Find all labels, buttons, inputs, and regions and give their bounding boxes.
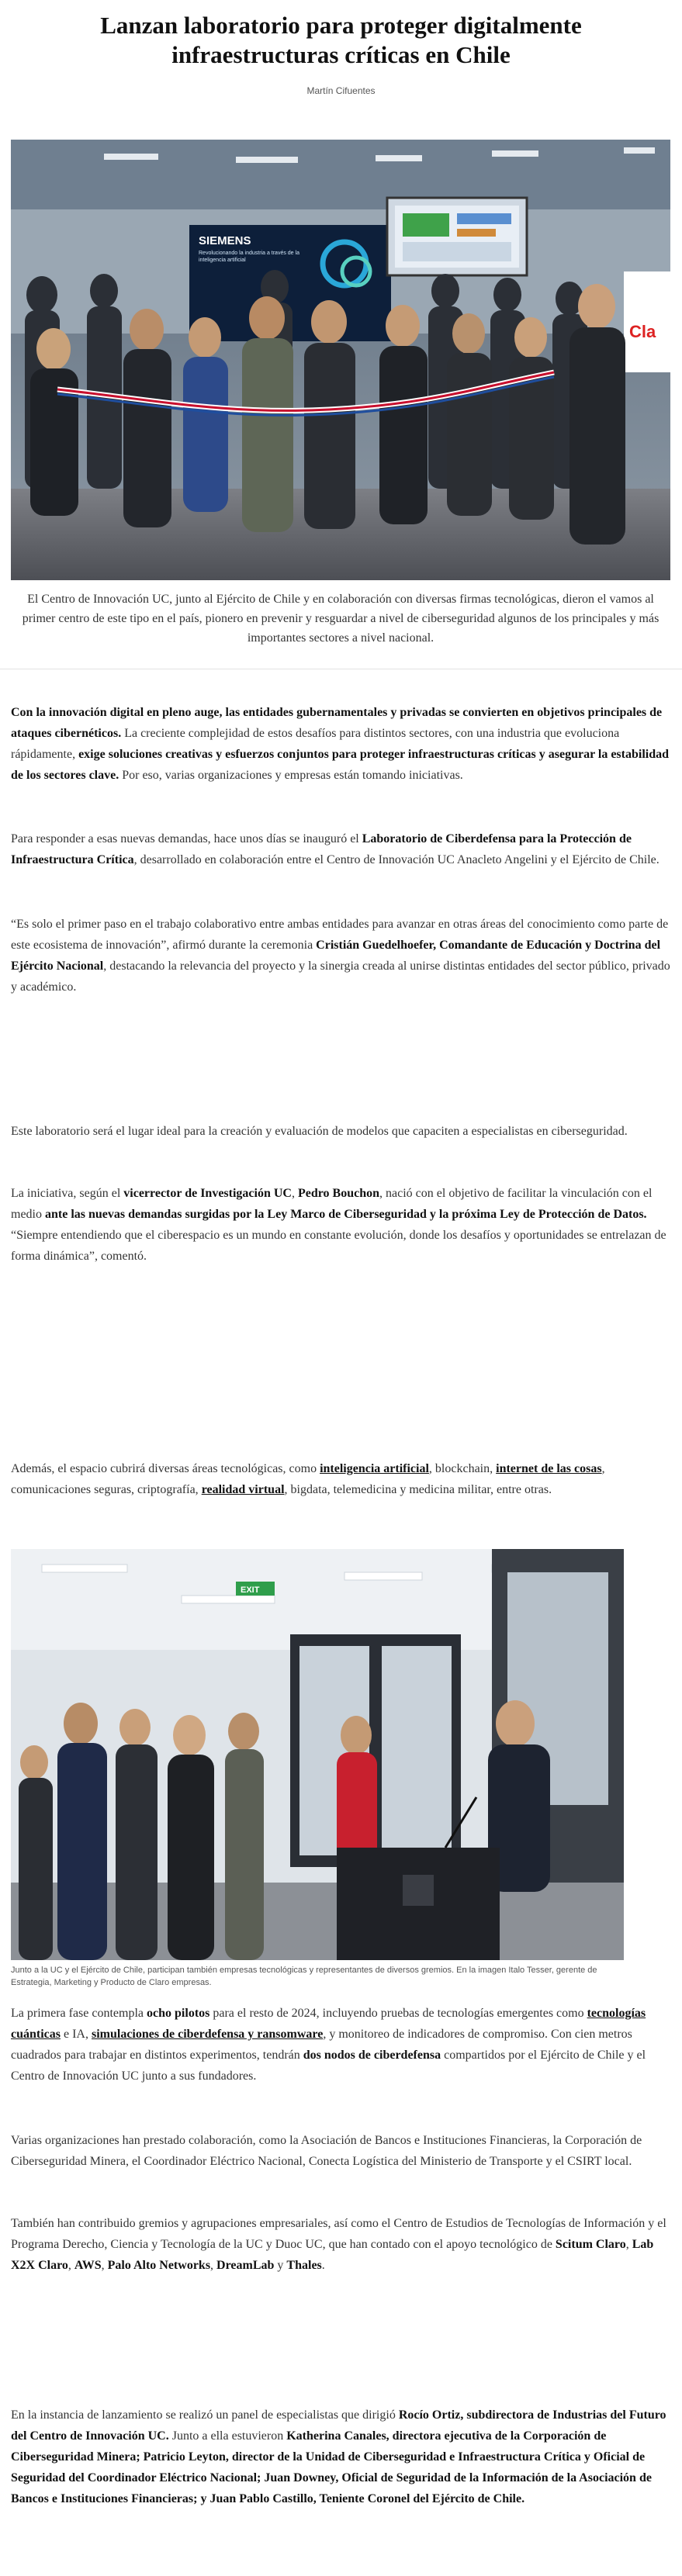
partner-lab-x2x-claro: Lab X2X Claro: [11, 2238, 654, 2272]
speaker-photo-caption: Junto a la UC y el Ejército de Chile, participan también empresas tecnológicas y representantes de diversos gremios. En la imagen Italo Tesser, gerente de Estrategia, Marketing y Producto de Claro empresas.: [11, 1966, 597, 1987]
speaker-photo-illustration: [11, 1549, 624, 1960]
speaker-photo: [11, 1549, 624, 1960]
link-simulaciones-ciberdefensa[interactable]: simulaciones de ciberdefensa y ransomware: [91, 2028, 324, 2041]
intro-text-1: La creciente complejidad de estos desafíos para distintos sectores, con una industria que evoluciona rápidamente,: [11, 727, 620, 761]
p5-text-3: , nació con el objetivo de facilitar la vinculación con el medio: [11, 1187, 653, 1221]
partner-thales: Thales: [286, 2259, 322, 2272]
intro-text-2: Por eso, varias organizaciones y empresas están tomando iniciativas.: [119, 769, 463, 782]
p3-text-1: “Es solo el primer paso en el trabajo colaborativo entre ambas entidades para avanzar en otras áreas del conocimiento como parte de este ecosistema de innovación”, afirmó durante la ceremonia: [11, 918, 669, 952]
p9-sep-6: .: [321, 2259, 325, 2272]
p9-sep-2: ,: [68, 2259, 74, 2272]
p7-bold-1: ocho pilotos: [147, 2007, 210, 2020]
exit-sign-text: EXIT: [241, 1585, 260, 1595]
paragraph-first-phase: [11, 2003, 670, 2087]
p9-sep-1: ,: [625, 2238, 632, 2251]
p7-text-1: La primera fase contempla: [11, 2007, 147, 2020]
intro-bold-2: exige soluciones creativas y esfuerzos conjuntos para proteger infraestructuras críticas y asegurar la estabilidad de los sectores clave.: [11, 748, 670, 782]
intro-bold-1: Con la innovación digital en pleno auge, las entidades gubernamentales y privadas se convierten en objetivos principales de ataques cibernéticos.: [11, 706, 663, 740]
paragraph-intro: [11, 702, 670, 786]
p6-text-1: Además, el espacio cubrirá diversas áreas tecnológicas, como: [11, 1462, 320, 1475]
p5-bold-1: vicerrector de Investigación UC: [123, 1187, 292, 1200]
p9-sep-3: ,: [101, 2259, 108, 2272]
p5-bold-2: Pedro Bouchon: [297, 1187, 380, 1200]
link-realidad-virtual[interactable]: realidad virtual: [201, 1483, 285, 1496]
p6-text-2: , blockchain,: [428, 1462, 497, 1475]
p6-text-3: , comunicaciones seguras, criptografía,: [11, 1462, 605, 1496]
p7-text-2: para el resto de 2024, incluyendo pruebas de tecnologías emergentes como: [209, 2007, 587, 2020]
p10-text-2: Junto a ella estuvieron: [168, 2429, 287, 2443]
p5-text-2: ,: [291, 1187, 298, 1200]
partner-aws: AWS: [74, 2259, 102, 2272]
paragraph-tech-areas: [11, 1458, 670, 1500]
partner-dreamlab: DreamLab: [216, 2259, 275, 2272]
p7-text-3: e IA,: [61, 2028, 92, 2041]
p10-text-1: En la instancia de lanzamiento se realizó un panel de especialistas que dirigió: [11, 2408, 399, 2422]
partner-scitum-claro: Scitum Claro: [555, 2238, 626, 2251]
p10-bold-2: Katherina Canales, directora ejecutiva de la Corporación de Ciberseguridad Minera; Patricio Leyton, director de la Unidad de Ciberseguridad e Infraestructura Crítica y Oficial de Seguridad del Coordinador Eléctrico Nacional; Juan Downey, Oficial de Seguridad de la Información de la Asociación de Bancos e Instituciones Financieras; y Juan Pablo Castillo, Teniente Coronel del Ejército de Chile.: [11, 2429, 652, 2505]
hero-photo: [11, 140, 670, 580]
side-brand-text: Cla: [629, 322, 656, 341]
hero-caption: El Centro de Innovación UC, junto al Ejército de Chile y en colaboración con diversas firmas tecnológicas, dieron el vamos al primer centro de este tipo en el país, pionero en prevenir y resguardar a nivel de ciberseguridad algunos de los principales y más importantes sectores a nivel nacional.: [22, 593, 659, 645]
p5-text-4: “Siempre entendiendo que el ciberespacio es un mundo en constante evolución, donde los desafíos y oportunidades se entrelazan de forma dinámica”, comentó.: [11, 1229, 666, 1263]
paragraph-organizations: Varias organizaciones han prestado colaboración, como la Asociación de Bancos e Instituciones Financieras, la Corporación de Ciberseguridad Minera, el Coordinador Eléctrico Nacional, Conecta Logística del Ministerio de Transporte y el CSIRT local.: [11, 2134, 642, 2168]
paragraph-quote-commander: [11, 914, 670, 998]
link-tecnologias-cuanticas[interactable]: tecnologías cuánticas: [11, 2007, 646, 2041]
p5-bold-3: ante las nuevas demandas surgidas por la Ley Marco de Ciberseguridad y la próxima Ley de Protección de Datos.: [45, 1208, 647, 1221]
p10-bold-1: Rocío Ortiz, subdirectora de Industrias del Futuro del Centro de Innovación UC.: [11, 2408, 666, 2443]
partner-palo-alto: Palo Alto Networks: [107, 2259, 211, 2272]
paragraph-vicerrector: [11, 1183, 670, 1267]
hero-photo-illustration: [11, 140, 670, 580]
p9-text-1: También han contribuido gremios y agrupaciones empresariales, así como el Centro de Estudios de Tecnologías de Información y el Programa Derecho, Ciencia y Tecnología de la UC y Duoc UC, que han contado con el apoyo tecnológico de: [11, 2217, 666, 2251]
paragraph-tech-partners: [11, 2213, 670, 2276]
p2-bold-1: Laboratorio de Ciberdefensa para la Protección de Infraestructura Crítica: [11, 832, 632, 866]
link-internet-de-las-cosas[interactable]: internet de las cosas: [496, 1462, 602, 1475]
paragraph-launch-panel: [11, 2405, 670, 2509]
banner-brand-text: SIEMENS: [199, 234, 251, 247]
p9-sep-4: ,: [210, 2259, 217, 2272]
paragraph-lab-inauguration: [11, 828, 670, 870]
p7-bold-2: dos nodos de ciberdefensa: [303, 2049, 441, 2062]
p7-text-5: compartidos por el Ejército de Chile y el Centro de Innovación UC junto a sus fundadores.: [11, 2049, 646, 2083]
p5-text-1: La iniciativa, según el: [11, 1187, 124, 1200]
p3-bold-1: Cristián Guedelhoefer, Comandante de Educación y Doctrina del Ejército Nacional: [11, 939, 661, 973]
banner-tagline: Revolucionando la industria a través de la inteligencia artificial: [199, 251, 299, 263]
p9-sep-5: y: [274, 2259, 287, 2272]
author-byline: Martín Cifuentes: [306, 85, 376, 96]
p3-text-2: , destacando la relevancia del proyecto y la sinergia creada al unirse distintas entidades del sector público, privado y académico.: [11, 960, 670, 994]
p2-text-1: Para responder a esas nuevas demandas, hace unos días se inauguró el: [11, 832, 362, 845]
paragraph-lab-purpose: Este laboratorio será el lugar ideal para la creación y evaluación de modelos que capaciten a especialistas en ciberseguridad.: [11, 1125, 628, 1138]
p2-text-2: , desarrollado en colaboración entre el Centro de Innovación UC Anacleto Angelini y el Ejército de Chile.: [133, 853, 659, 866]
article-title: Lanzan laboratorio para proteger digitalmente infraestructuras críticas en Chile: [100, 12, 582, 68]
p6-text-4: , bigdata, telemedicina y medicina militar, entre otras.: [284, 1483, 552, 1496]
p7-text-4: , y monitoreo de indicadores de compromiso. Con cien metros cuadrados para trabajar en distintos experimentos, tendrán: [11, 2028, 632, 2062]
link-inteligencia-artificial[interactable]: inteligencia artificial: [320, 1462, 429, 1475]
